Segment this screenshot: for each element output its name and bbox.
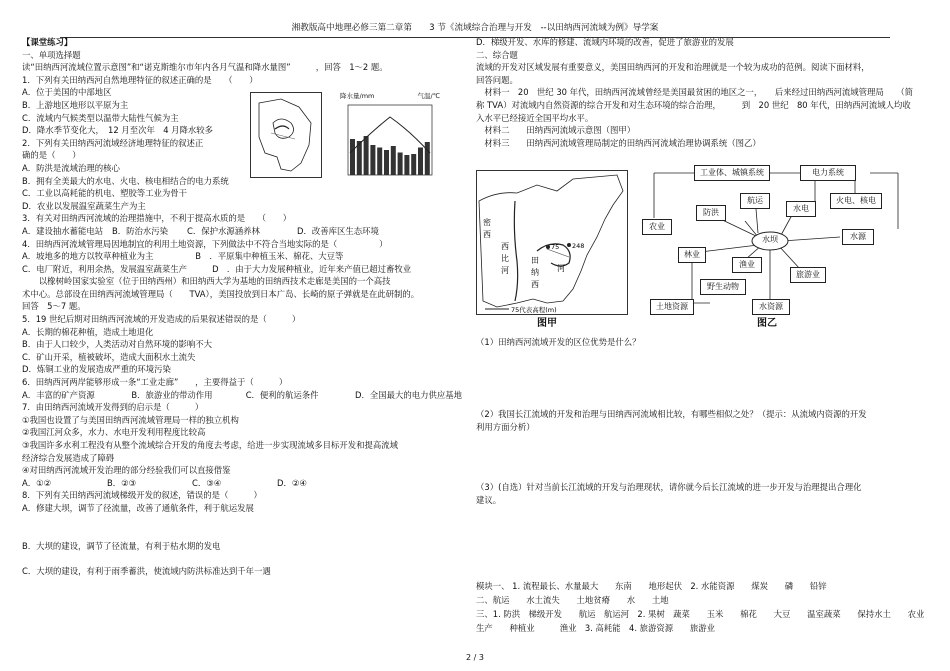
node-fishery: 渔业 bbox=[732, 257, 762, 273]
map-legend: 75代表高程(m) bbox=[511, 306, 557, 314]
question-3: 3．有关对田纳西河流域的治理措施中，不利于提高水质的是 （ ） bbox=[22, 213, 292, 224]
q3-option-c: C．保护水源涵养林 bbox=[187, 225, 260, 236]
material-1-line-2: 称 TVA）对流域内自然资源的综合开发和对生态环境的综合治理， 到 20 世纪 80 年代，田纳西河流域人均收 bbox=[476, 99, 911, 110]
q3-option-a: A．建设抽水蓄能电站 bbox=[22, 225, 104, 236]
mississippi-river bbox=[514, 201, 517, 301]
part2-intro-cont: 回答问题。 bbox=[476, 74, 518, 85]
q6-option-c: C．便利的航运条件 bbox=[245, 389, 319, 400]
map-label-xi-2: 西 bbox=[501, 242, 509, 251]
q8-option-b: B．大坝的建设，调节了径流量，有利于枯水期的发电 bbox=[22, 540, 221, 551]
node-forestry: 林业 bbox=[678, 247, 706, 263]
map-label-mi-1: 密 bbox=[483, 218, 491, 227]
map-label-xi-3: 西 bbox=[531, 280, 539, 289]
q5-option-a: A．长期的棉花种植，造成土地退化 bbox=[22, 326, 154, 337]
question-2: 2．下列有关田纳西河流域经济地理特征的叙述正 bbox=[22, 137, 204, 148]
answers-line-1: 模块一、 1. 流程最长、水量最大 东南 地形起伏 2. 水能资源 煤炭 磷 铅锌 bbox=[476, 581, 827, 591]
map-label-tian: 田 bbox=[531, 256, 539, 265]
node-agriculture: 农业 bbox=[642, 219, 672, 235]
climate-temp-label: 气温/℃ bbox=[417, 92, 440, 100]
q6-option-a: A．丰富的矿产资源 bbox=[22, 389, 95, 400]
answers-line-2: 二、航运 水土流失 土地贫瘠 水 土地 bbox=[476, 595, 669, 605]
figure-yi-label: 图乙 bbox=[757, 318, 777, 329]
q7-statement-1: ①我国也设置了与美国田纳西河流域管理局一样的独立机构 bbox=[22, 414, 239, 425]
precip-bar bbox=[404, 155, 409, 175]
q3-option-b: B．防治水污染 bbox=[112, 225, 168, 236]
question-5: 5．19 世纪后期对田纳西河流域的开发造成的后果叙述错误的是（ ） bbox=[22, 314, 301, 325]
sub-question-2-cont: 利用方面分析） bbox=[476, 422, 535, 432]
q1-option-a: A．位于美国的中部地区 bbox=[22, 87, 112, 98]
q1-option-d: D．降水季节变化大， 12 月至次年 4 月降水较多 bbox=[22, 125, 214, 136]
sub-question-2: （2）我国长江流域的开发和治理与田纳西河流域相比较，有哪些相似之处？（提示：从流域内资源的开发 bbox=[476, 409, 867, 419]
q-intro: 读“田纳西河流域位置示意图”和“诺克斯维尔市年内各月气温和降水量图” ，回答 1～2 题。 bbox=[22, 62, 388, 73]
map-label-he-1: 河 bbox=[501, 266, 509, 275]
q5-option-c: C．矿山开采，植被破坏，造成大面积水土流失 bbox=[22, 351, 196, 362]
q2-option-c: C．工业以高耗能的机电、塑胶等工业为骨干 bbox=[22, 188, 187, 199]
passage-line-3: 回答 5～7 题。 bbox=[22, 301, 86, 312]
sub-question-1: （1）田纳西河流域开发的区位优势是什么？ bbox=[476, 337, 641, 347]
q5-option-d: D．炼铜工业的发展造成严重的环境污染 bbox=[22, 364, 171, 375]
material-1-line-3: 入水平已经接近全国平均水平。 bbox=[476, 112, 594, 123]
question-2-cont: 确的是（ ） bbox=[22, 150, 81, 161]
node-dam: 水坝 bbox=[762, 235, 778, 244]
q1-option-c: C．流域内气候类型以温带大陆性气候为主 bbox=[22, 112, 179, 123]
node-tourism: 旅游业 bbox=[790, 267, 826, 283]
map-elevation-248: 248 bbox=[572, 242, 585, 250]
map-label-he-2: 河 bbox=[557, 264, 565, 273]
q6-option-b: B．旅游业的带动作用 bbox=[131, 389, 213, 400]
map-label-bi: 比 bbox=[501, 254, 509, 263]
node-water-resource: 水资源 bbox=[752, 299, 790, 315]
node-thermal-nuclear: 火电、核电 bbox=[830, 193, 882, 209]
part1-title: 一、单项选择题 bbox=[22, 49, 81, 60]
passage-line-2: 术中心。总部设在田纳西河流域管理局（ TVA），美国投放到日本广岛、长崎的原子弹就是在此研制的。 bbox=[22, 288, 420, 299]
node-shipping: 航运 bbox=[740, 193, 770, 209]
q7-options bbox=[22, 477, 462, 490]
q6-options bbox=[22, 389, 462, 402]
precip-bar bbox=[418, 147, 423, 175]
question-6: 6．田纳西河两岸能够形成一条“工业走廊” ，主要得益于（ ） bbox=[22, 377, 288, 388]
q7-option-c: C．③④ bbox=[192, 477, 222, 488]
precip-bar bbox=[364, 136, 369, 175]
q8-option-a: A．修建大坝，调节了径流量，改善了通航条件，利于航运发展 bbox=[22, 502, 254, 513]
q2-option-a: A．防洪是流域治理的核心 bbox=[22, 162, 120, 173]
section-title: 【课堂练习】 bbox=[22, 37, 73, 47]
location-map-svg bbox=[251, 93, 321, 177]
tennessee-location-map bbox=[250, 92, 322, 178]
precip-bar bbox=[350, 139, 355, 175]
q8-option-c: C．大坝的建设，有利于雨季蓄洪，使流域内防洪标准达到千年一遇 bbox=[22, 565, 271, 576]
climate-chart bbox=[340, 90, 442, 180]
question-8: 8．下列有关田纳西河流域梯级开发的叙述，错误的是（ ） bbox=[22, 490, 262, 501]
q7-option-b: B．②③ bbox=[107, 477, 137, 488]
question-1: 1．下列有关田纳西河自然地理特征的叙述正确的是 （ ） bbox=[22, 74, 258, 85]
figure-jia-label: 图甲 bbox=[537, 318, 557, 329]
sub-question-3-cont: 建议。 bbox=[476, 495, 502, 505]
node-land-resource: 土地资源 bbox=[650, 299, 694, 315]
q7-statement-3b: 经济综合发展造成了障碍 bbox=[22, 452, 115, 463]
node-hydro: 水电 bbox=[786, 201, 816, 217]
us-east-map-svg bbox=[477, 171, 627, 314]
precip-bar bbox=[391, 146, 396, 175]
right-column bbox=[476, 36, 931, 149]
answers-line-4: 生产 种植业 渔业 3. 高耗能 4. 旅游资源 旅游业 bbox=[476, 623, 716, 633]
precip-bar bbox=[398, 152, 403, 175]
material-3: 材料三 田纳西河流域管理局制定的田纳西河流域治理协调系统（图乙） bbox=[476, 137, 761, 148]
map-elevation-75: 75 bbox=[551, 243, 560, 251]
header-title: 湘教版高中地理必修三第二章第 3 节《流域综合治理与开发 --以田纳西河流域为例》导学案 bbox=[291, 23, 659, 33]
material-1-line-1: 材料一 20 世纪 30 年代，田纳西河流域曾经是美国最贫困的地区之一， 后来经过田纳西河流域管理局 （简 bbox=[476, 87, 913, 98]
q7-option-a: A．①② bbox=[22, 477, 52, 488]
node-flood-control: 防洪 bbox=[696, 205, 726, 221]
answers-line-3: 三、1. 防洪 梯级开发 航运 航运河 2. 果树 蔬菜 玉米 棉花 大豆 温室蔬菜 保持水土 农业 bbox=[476, 609, 925, 619]
map-label-na: 纳 bbox=[531, 268, 539, 277]
node-water-source: 水源 bbox=[842, 229, 874, 245]
page-number: 2 / 3 bbox=[466, 653, 484, 662]
q7-option-d: D．②④ bbox=[277, 477, 307, 488]
q8-option-d: D．梯级开发、水库的修建、流域内环境的改善，促进了旅游业的发展 bbox=[476, 37, 734, 47]
q3-option-d: D．改善库区生态环境 bbox=[297, 225, 379, 236]
q5-option-b: B．由于人口较少，人类活动对自然环境的影响不大 bbox=[22, 339, 212, 350]
figure-yi-diagram bbox=[640, 163, 930, 323]
q7-statement-2: ②我国江河众多，水力、水电开发利用程度比较高 bbox=[22, 427, 206, 438]
node-industry: 工业体、城镇系统 bbox=[694, 165, 770, 181]
precip-bar bbox=[377, 147, 382, 175]
material-2: 材料二 田纳西河流域示意图（图甲） bbox=[476, 125, 636, 136]
figure-jia-map bbox=[476, 170, 628, 315]
q7-statement-3: ③我国许多水利工程没有从整个流域综合开发的角度去考虑，给进一步实现流域多目标开发和提高流域 bbox=[22, 440, 399, 450]
q4-option-ab: A．坡地多的地方以牧草种植业为主 B ．平原集中种植玉米、棉花、大豆等 bbox=[22, 251, 344, 262]
question-7: 7．由田纳西河流域开发得到的启示是（ ） bbox=[22, 402, 204, 413]
passage-line-1: 以橡树岭国家实验室（位于田纳西州）和田纳西大学为基地的田纳西技术走廊是美国的一个高技 bbox=[22, 276, 391, 287]
precip-bar bbox=[425, 142, 430, 175]
part2-title: 二、综合题 bbox=[476, 49, 518, 60]
sub-question-3: （3）(自选）针对当前长江流域的开发与治理现状，请你就今后长江流域的进一步开发与治理提出合理化 bbox=[476, 482, 862, 492]
question-4: 4．田纳西河流域管理局因地制宜的利用土地资源，下列做法中不符合当地实际的是（ ） bbox=[22, 238, 388, 249]
precip-bar bbox=[411, 154, 416, 175]
climate-precip-label: 降水量/mm bbox=[340, 92, 375, 100]
q6-option-d: D．全国最大的电力供应基地 bbox=[355, 389, 462, 400]
precip-bar bbox=[370, 145, 375, 175]
q2-option-b: B．拥有全美最大的水电、火电、核电相结合的电力系统 bbox=[22, 175, 229, 186]
node-power-system: 电力系统 bbox=[800, 165, 856, 181]
q7-statement-4: ④对田纳西河流域开发治理的部分经验我们可以直接借鉴 bbox=[22, 465, 231, 476]
part2-intro: 流域的开发对区域发展有重要意义，美国田纳西河的开发和治理就是一个较为成功的范例。阅读下面材料， bbox=[476, 62, 870, 73]
map-label-xi-1: 西 bbox=[483, 230, 491, 239]
climate-chart-svg bbox=[340, 103, 440, 181]
q2-option-d: D．农业以发展温室蔬菜生产为主 bbox=[22, 200, 146, 211]
precip-bar bbox=[384, 150, 389, 175]
q1-option-b: B．上游地区地形以平原为主 bbox=[22, 99, 129, 110]
node-wildlife: 野生动物 bbox=[700, 279, 746, 295]
q3-options bbox=[22, 225, 462, 238]
q4-option-cd: C．电厂附近，利用余热，发展温室蔬菜生产 D ．由于大力发展种植业，近年来产值已超过畜牧业 bbox=[22, 263, 412, 274]
